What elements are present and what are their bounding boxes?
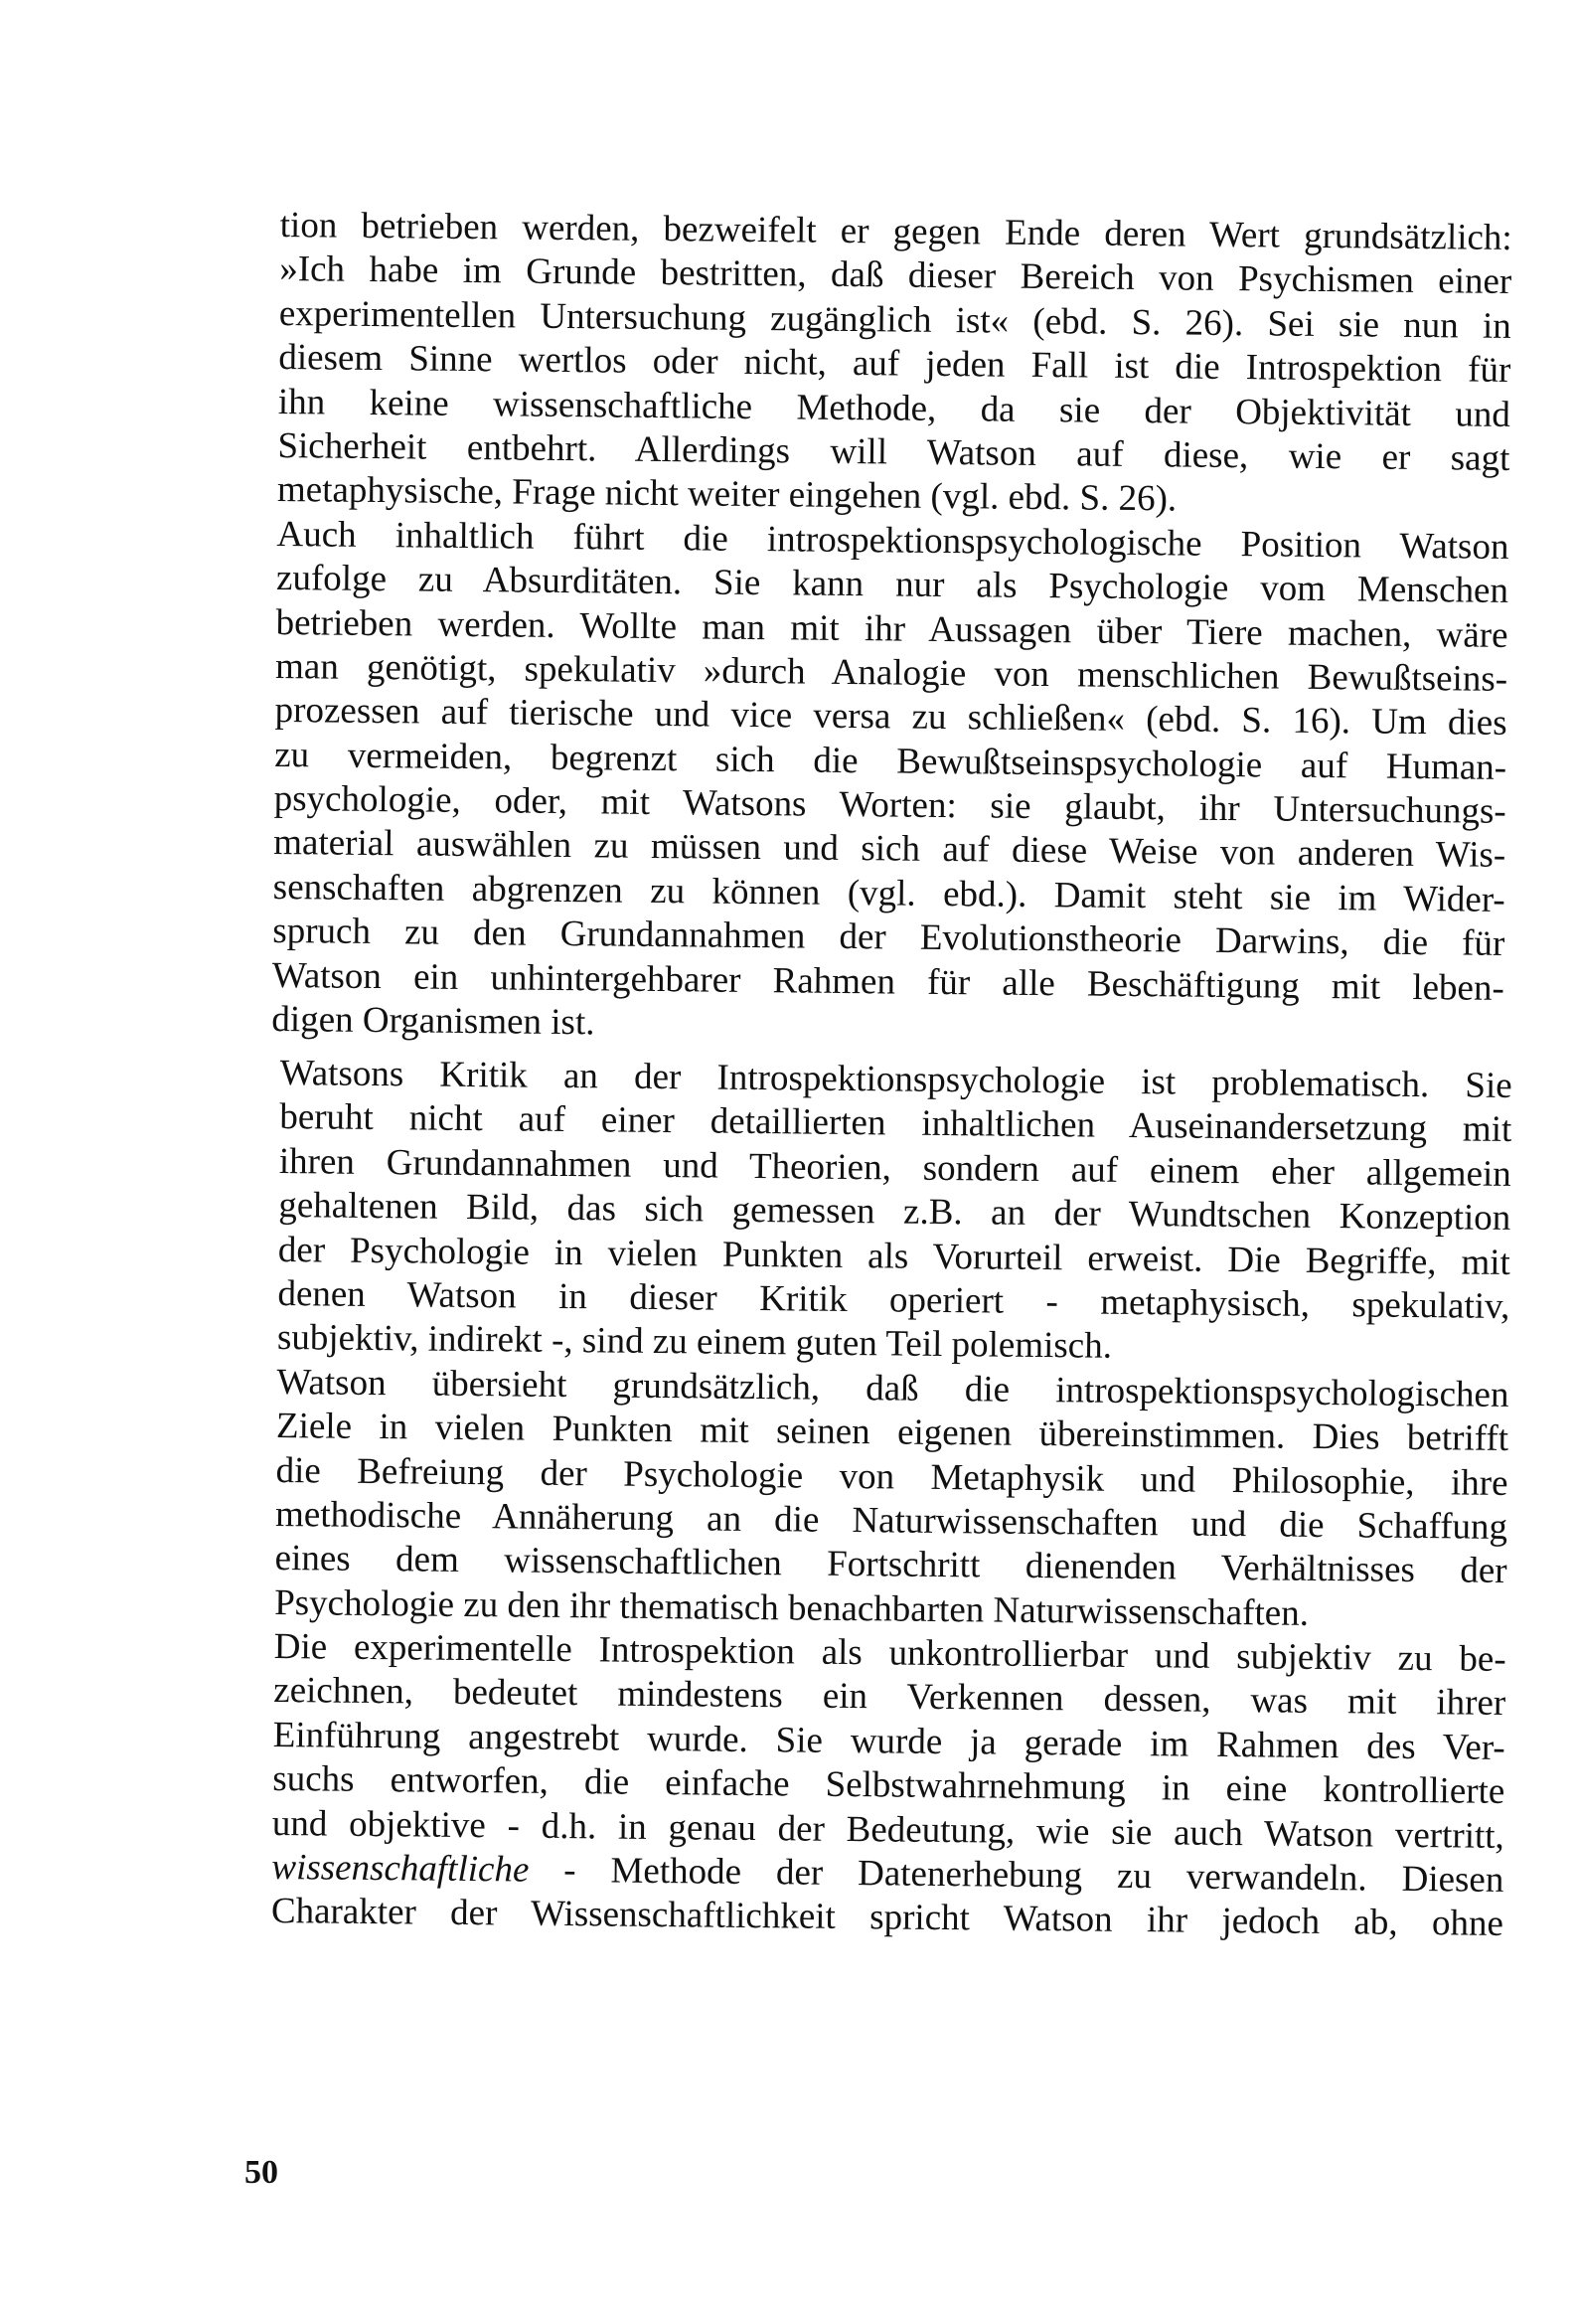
emphasized-word: wissenschaftliche — [271, 1846, 530, 1891]
page-number: 50 — [244, 2154, 278, 2191]
text-line: und objektive - d.h. in genau der Bedeutung, wie sie auch Watson vertritt, — [271, 1802, 1505, 1857]
text-line: methodische Annäherung an die Naturwissenschaften und die Schaffung — [274, 1493, 1508, 1548]
text-line: Die experimentelle Introspektion als unkontrollierbar und subjektiv zu be- — [273, 1626, 1506, 1681]
text-line: eines dem wissenschaftlichen Fortschritt dienenden Verhältnisses der — [274, 1538, 1507, 1592]
text-line: zeichnen, bedeutet mindestens ein Verkennen dessen, was mit ihrer — [273, 1670, 1506, 1725]
text-line: zu vermeiden, begrenzt sich die Bewußtseinspsychologie auf Human- — [273, 734, 1507, 788]
text-line: Watson ein unhintergehbarer Rahmen für alle Beschäftigung mit leben- — [271, 954, 1505, 1009]
paragraph-2 — [271, 1052, 1512, 1947]
text-line: digen Organismen ist. — [271, 998, 595, 1044]
text-line: material auswählen zu müssen und sich auf diese Weise von anderen Wis- — [273, 822, 1506, 877]
text-line: Auch inhaltlich führt die introspektionspsychologische Position Watson — [276, 513, 1509, 568]
text-line: spruch zu den Grundannahmen der Evolutionstheorie Darwins, die für — [272, 911, 1505, 965]
text-line: Psychologie zu den ihr thematisch benachbarten Naturwissenschaften. — [273, 1581, 1310, 1634]
text-line: Watson übersieht grundsätzlich, daß die introspektionspsychologischen — [276, 1361, 1509, 1415]
text-line: wissenschaftliche - Methode der Datenerhebung zu verwandeln. Diesen — [271, 1846, 1504, 1901]
text-line: metaphysische, Frage nicht weiter eingehen (vgl. ebd. S. 26). — [276, 469, 1178, 520]
text-line: die Befreiung der Psychologie von Metaphysik und Philosophie, ihre — [275, 1449, 1508, 1504]
text-line: Einführung angestrebt wurde. Sie wurde ja gerade im Rahmen des Ver- — [272, 1714, 1505, 1768]
text-line: Charakter der Wissenschaftlichkeit spricht Watson ihr jedoch ab, ohne — [270, 1891, 1504, 1945]
text-line: zufolge zu Absurditäten. Sie kann nur als Psychologie vom Menschen — [275, 558, 1509, 612]
text-line: beruht nicht auf einer detaillierten inhaltlichen Auseinandersetzung mit — [279, 1096, 1512, 1151]
paragraph-1 — [271, 204, 1512, 1055]
text-line: ihn keine wissenschaftliche Methode, da sie der Objektivität und — [277, 381, 1511, 435]
text-line: der Psychologie in vielen Punkten als Vorurteil erweist. Die Begriffe, mit — [277, 1229, 1511, 1283]
text-line: gehaltenen Bild, das sich gemessen z.B. an der Wundtschen Konzeption — [278, 1185, 1511, 1240]
text-line: psychologie, oder, mit Watsons Worten: sie glaubt, ihr Untersuchungs- — [273, 778, 1506, 833]
text-line: tion betrieben werden, bezweifelt er gegen Ende deren Wert grundsätzlich: — [279, 204, 1512, 258]
text-line: subjektiv, indirekt -, sind zu einem guten Teil polemisch. — [276, 1317, 1113, 1368]
text-line: betrieben werden. Wollte man mit ihr Aussagen über Tiere machen, wäre — [275, 601, 1508, 656]
text-line: Sicherheit entbehrt. Allerdings will Watson auf diese, wie er sagt — [277, 424, 1510, 479]
text-line: experimentellen Untersuchung zugänglich ist« (ebd. S. 26). Sei sie nun in — [278, 292, 1511, 347]
text-line: suchs entworfen, die einfache Selbstwahrnehmung in eine kontrollierte — [272, 1758, 1505, 1813]
text-line: man genötigt, spekulativ »durch Analogie von menschlichen Bewußtseins- — [274, 645, 1508, 700]
text-line: denen Watson in dieser Kritik operiert - metaphysisch, spekulativ, — [277, 1272, 1510, 1327]
text-line: Watsons Kritik an der Introspektionspsychologie ist problematisch. Sie — [279, 1053, 1512, 1106]
text-line: diesem Sinne wertlos oder nicht, auf jeden Fall ist die Introspektion für — [278, 337, 1511, 392]
text-line: senschaften abgrenzen zu können (vgl. ebd.). Damit steht sie im Wider- — [272, 866, 1505, 920]
text-line: »Ich habe im Grunde bestritten, daß dieser Bereich von Psychismen einer — [279, 249, 1512, 303]
text-line: Ziele in vielen Punkten mit seinen eigenen übereinstimmen. Dies betrifft — [275, 1406, 1509, 1460]
text-line: ihren Grundannahmen und Theorien, sondern auf einem eher allgemein — [278, 1140, 1511, 1195]
text-line: prozessen auf tierische und vice versa zu schließen« (ebd. S. 16). Um dies — [274, 690, 1507, 745]
